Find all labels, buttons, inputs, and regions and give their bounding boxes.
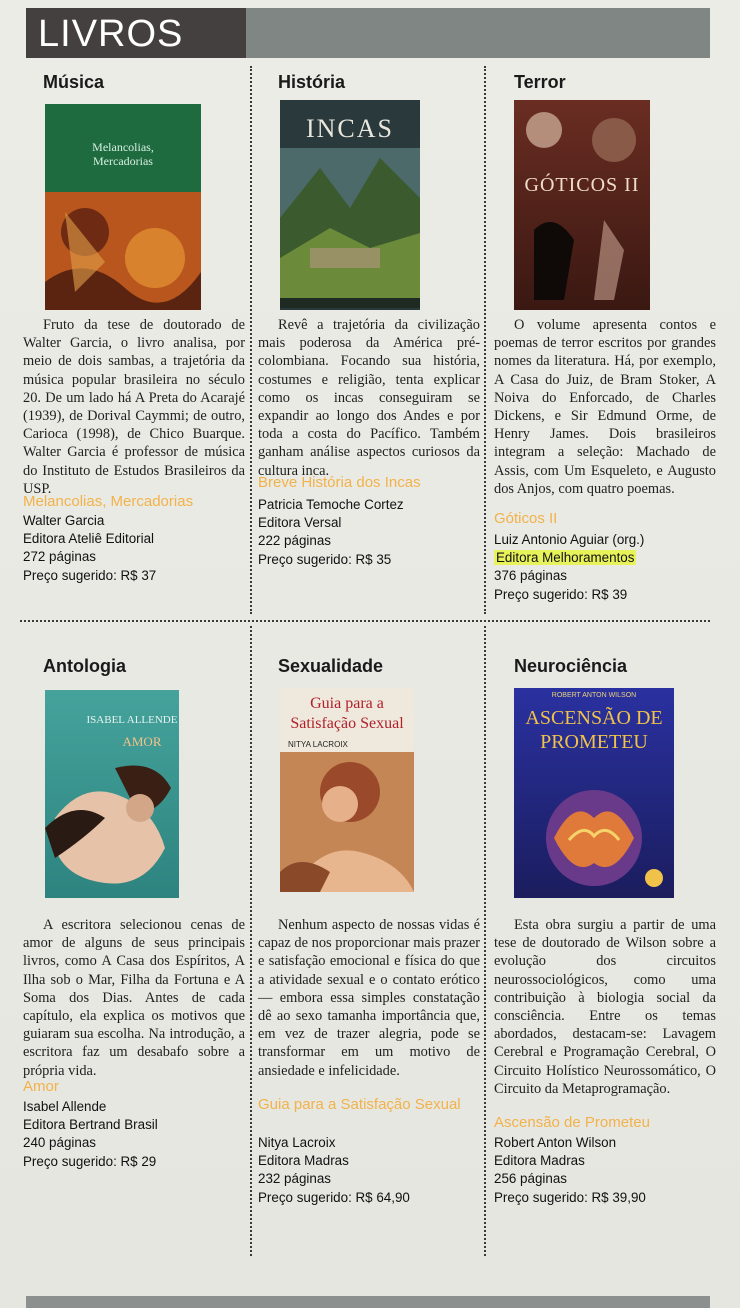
cover-author: NITYA LACROIX [288, 740, 348, 749]
book-publisher: Editora Madras [494, 1153, 585, 1169]
book-card [23, 656, 245, 1256]
book-meta [494, 1134, 716, 1207]
book-cover [280, 688, 414, 892]
column-divider [250, 626, 252, 1256]
book-description: O volume apresenta contos e poemas de terror escritos por grandes nomes da literatura. Há, por exemplo, A Casa do Juiz, de Bram Stoker, A Noiva do Enforcado, de Charles Dickens, e Sir Edmund Orme, de Henry James. Dois brasileiros integram a seleção: Machado de Assis, com Um Esqueleto, e Augusto dos Anjos, com quatro poemas. [494, 317, 716, 497]
cover-artwork [514, 768, 674, 898]
highlighted-publisher: Editora Melhoramentos [496, 550, 635, 566]
book-meta [23, 512, 245, 585]
book-pages: 240 páginas [23, 1135, 96, 1151]
book-author: Patricia Temoche Cortez [258, 497, 404, 512]
book-meta [23, 1098, 245, 1171]
book-card [23, 72, 245, 612]
book-publisher: Editora Madras [258, 1153, 349, 1169]
book-cover [280, 100, 420, 310]
book-pages: 376 páginas [494, 568, 567, 584]
book-title: Guia para a Satisfação Sexual [258, 1096, 461, 1113]
book-price: Preço sugerido: R$ 29 [23, 1153, 157, 1169]
book-description: Nenhum aspecto de nossas vidas é capaz de nos proporcionar mais prazer e satisfação emocional e física do que a atividade sexual e o contato erótico — embora essa simples constatação dê ao sexo tamanha importância que, em vez de trazer alegria, pode se transformar em um motivo de ansiedade e infelicidade. [258, 917, 480, 1079]
book-meta [258, 496, 480, 569]
book-title: Ascensão de Prometeu [494, 1114, 650, 1131]
book-description: Esta obra surgiu a partir de uma tese de doutorado de Wilson sobre a evolução dos circuitos neurossociológicos, como uma contribuição à biologia social da consciência. Entre os temas abordados, destacam-se: Lavagem Cerebral e Programação Cerebral, O Circuito Holístico Neurossomático, O Circuito da Metaprogramação. [494, 917, 716, 1097]
book-pages: 232 páginas [258, 1171, 331, 1187]
book-price: Preço sugerido: R$ 39,90 [494, 1189, 646, 1205]
column-divider [250, 66, 252, 614]
book-author: Robert Anton Wilson [494, 1135, 617, 1150]
category-heading: Antologia [43, 656, 126, 676]
section-title: LIVROS [26, 8, 246, 58]
book-cover [45, 690, 179, 898]
column-divider [484, 66, 486, 614]
book-author: Isabel Allende [23, 1099, 107, 1114]
category-heading: Sexualidade [278, 656, 384, 676]
cover-author: ROBERT ANTON WILSON [551, 692, 637, 699]
cover-title: AMOR [122, 734, 162, 749]
book-author: Walter Garcia [23, 513, 105, 528]
cover-artwork [45, 192, 201, 310]
category-heading: Terror [514, 72, 566, 92]
book-author: Luiz Antonio Aguiar (org.) [494, 532, 645, 547]
cover-title: Melancolias, Mercadorias [92, 140, 154, 168]
book-card [494, 72, 716, 612]
book-meta [494, 531, 716, 604]
book-cover [514, 100, 650, 310]
book-title: Breve História dos Incas [258, 474, 421, 491]
cover-artwork [280, 752, 414, 892]
book-meta [258, 1134, 480, 1207]
page-footer-bar [26, 1296, 710, 1308]
cover-artwork [280, 148, 420, 308]
category-heading: História [278, 72, 346, 92]
book-publisher: Editora Versal [258, 515, 342, 531]
book-price: Preço sugerido: R$ 37 [23, 567, 157, 583]
cover-title: Guia para a Satisfação Sexual [290, 695, 404, 732]
book-title: Amor [23, 1078, 59, 1095]
category-heading: Neurociência [514, 656, 628, 676]
book-description: Revê a trajetória da civilização mais poderosa da América pré-colombiana. Focando sua história, costumes e religião, tenta explicar como os incas conseguiram se expandir ao longo dos Andes e por toda a costa do Pacífico. Também ganham análise aspectos curiosos da cultura inca. [258, 317, 480, 479]
book-card [258, 656, 480, 1256]
book-description: Fruto da tese de doutorado de Walter Garcia, o livro analisa, por meio de dois sambas, a trajetória da música popular brasileira no século 20. De um lado há A Preta do Acarajé (1939), de Dorival Caymmi; de outro, Carioca (1998), de Chico Buarque. Walter Garcia é professor de música do Instituto de Estudos Brasileiros da USP. [23, 317, 245, 497]
book-author: Nitya Lacroix [258, 1135, 336, 1150]
cover-title: GÓTICOS II [524, 174, 640, 196]
book-title: Melancolias, Mercadorias [23, 493, 194, 510]
book-card [494, 656, 716, 1256]
book-pages: 256 páginas [494, 1171, 567, 1187]
book-pages: 272 páginas [23, 549, 96, 565]
book-pages: 222 páginas [258, 533, 331, 549]
cover-title: INCAS [305, 114, 394, 143]
cover-artwork [45, 758, 179, 898]
cover-artwork [514, 100, 650, 310]
cover-author: ISABEL ALLENDE [86, 714, 178, 726]
book-cover [514, 688, 674, 898]
book-price: Preço sugerido: R$ 39 [494, 586, 628, 602]
book-cover [45, 104, 201, 310]
book-publisher: Editora Bertrand Brasil [23, 1117, 158, 1133]
book-card [258, 72, 480, 612]
cover-title: ASCENSÃO DE PROMETEU [525, 707, 663, 753]
book-title: Góticos II [494, 510, 558, 527]
row-divider [20, 620, 710, 622]
column-divider [484, 626, 486, 1256]
category-heading: Música [43, 72, 105, 92]
book-price: Preço sugerido: R$ 35 [258, 551, 392, 567]
book-publisher [494, 549, 716, 567]
book-price: Preço sugerido: R$ 64,90 [258, 1189, 410, 1205]
book-publisher: Editora Ateliê Editorial [23, 531, 155, 547]
book-description: A escritora selecionou cenas de amor de alguns de seus principais livros, como A Casa dos Espíritos, A Ilha sob o Mar, Filha da Fortuna e A Soma dos Dias. Antes de cada capítulo, ela explica os motivos que guiaram sua escolha. Na introdução, a escritora faz um desabafo sobre a própria vida. [23, 917, 245, 1079]
